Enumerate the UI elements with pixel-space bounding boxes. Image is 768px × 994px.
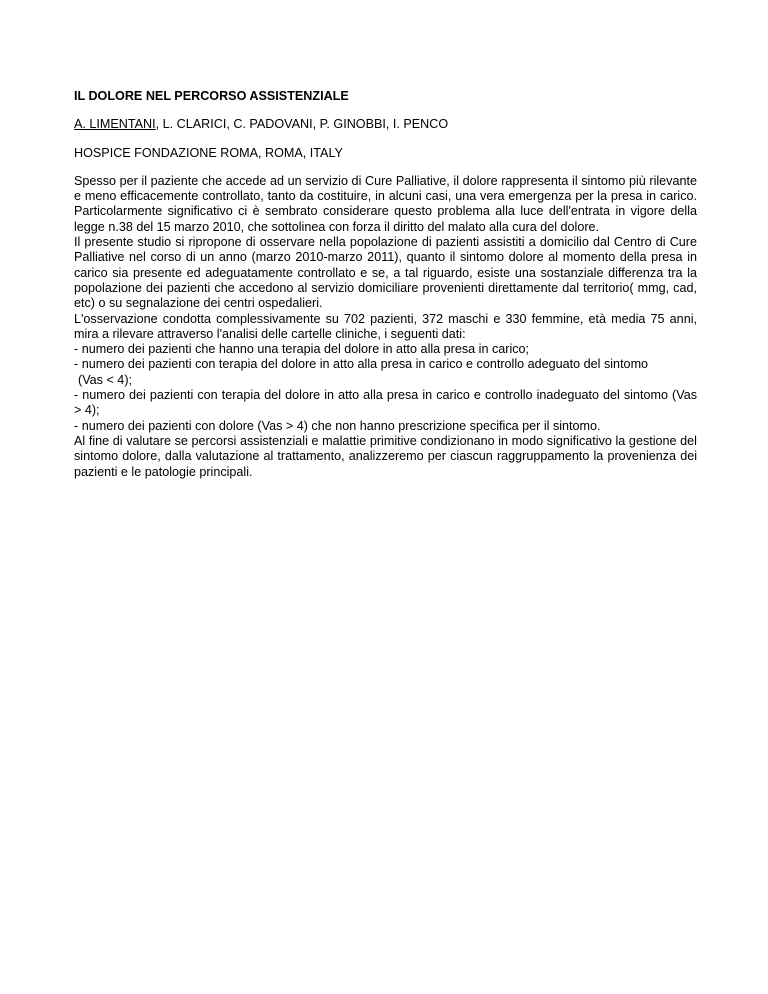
paragraph-study-aim: Il presente studio si ripropone di osservare nella popolazione di pazienti assistiti a domicilio dal Centro di Cure Palliative nel corso di un anno (marzo 2010-marzo 2011), quanto il sintomo dolore al momento della presa in carico sia presente ed adeguatamente controllato e se, a tal riguardo, esiste una sostanziale differenza tra la popolazione dei pazienti che accedono al servizio domiciliare provenienti direttamente dal territorio( mmg, cad, etc) o su segnalazione dei centri ospedalieri. [74,235,697,311]
presenting-author: A. LIMENTANI [74,117,156,132]
data-item-adequate-control-vas: (Vas < 4); [78,372,133,387]
data-item-inadequate-control: - numero dei pazienti con terapia del dolore in atto alla presa in carico e controllo inadeguato del sintomo (Vas > 4); [74,388,697,418]
paragraph-conclusion: Al fine di valutare se percorsi assistenziali e malattie primitive condizionano in modo significativo la gestione del sintomo dolore, dalla valutazione al trattamento, analizzeremo per ciascun raggruppamento la provenienza dei pazienti e le patologie principali. [74,433,697,479]
paragraph-observation: L'osservazione condotta complessivamente su 702 pazienti, 372 maschi e 330 femmine, età media 75 anni, mira a rilevare attraverso l'analisi delle cartelle cliniche, i seguenti dati: [74,311,697,341]
paragraph-intro: Spesso per il paziente che accede ad un servizio di Cure Palliative, il dolore rappresenta il sintomo più rilevante e meno efficacemente controllato, tanto da costituire, in alcuni casi, una vera emergenza per la presa in carico. Particolarmente significativo ci è sembrato considerare questo problema alla luce dell'entrata in vigore della legge n.38 del 15 marzo 2010, che sottolinea con forza il diritto del malato alla cura del dolore. [74,173,697,234]
co-authors: , L. CLARICI, C. PADOVANI, P. GINOBBI, I. PENCO [155,117,449,132]
affiliation: HOSPICE FONDAZIONE ROMA, ROMA, ITALY [74,145,343,160]
author-list [74,117,697,132]
abstract-title: IL DOLORE NEL PERCORSO ASSISTENZIALE [74,89,349,103]
data-item-therapy: - numero dei pazienti che hanno una terapia del dolore in atto alla presa in carico; [74,342,530,357]
data-item-adequate-control: - numero dei pazienti con terapia del dolore in atto alla presa in carico e controllo adeguato del sintomo [74,357,649,372]
data-item-no-prescription: - numero dei pazienti con dolore (Vas > 4) che non hanno prescrizione specifica per il sintomo. [74,418,601,433]
abstract-body [74,174,697,480]
abstract [74,89,697,480]
